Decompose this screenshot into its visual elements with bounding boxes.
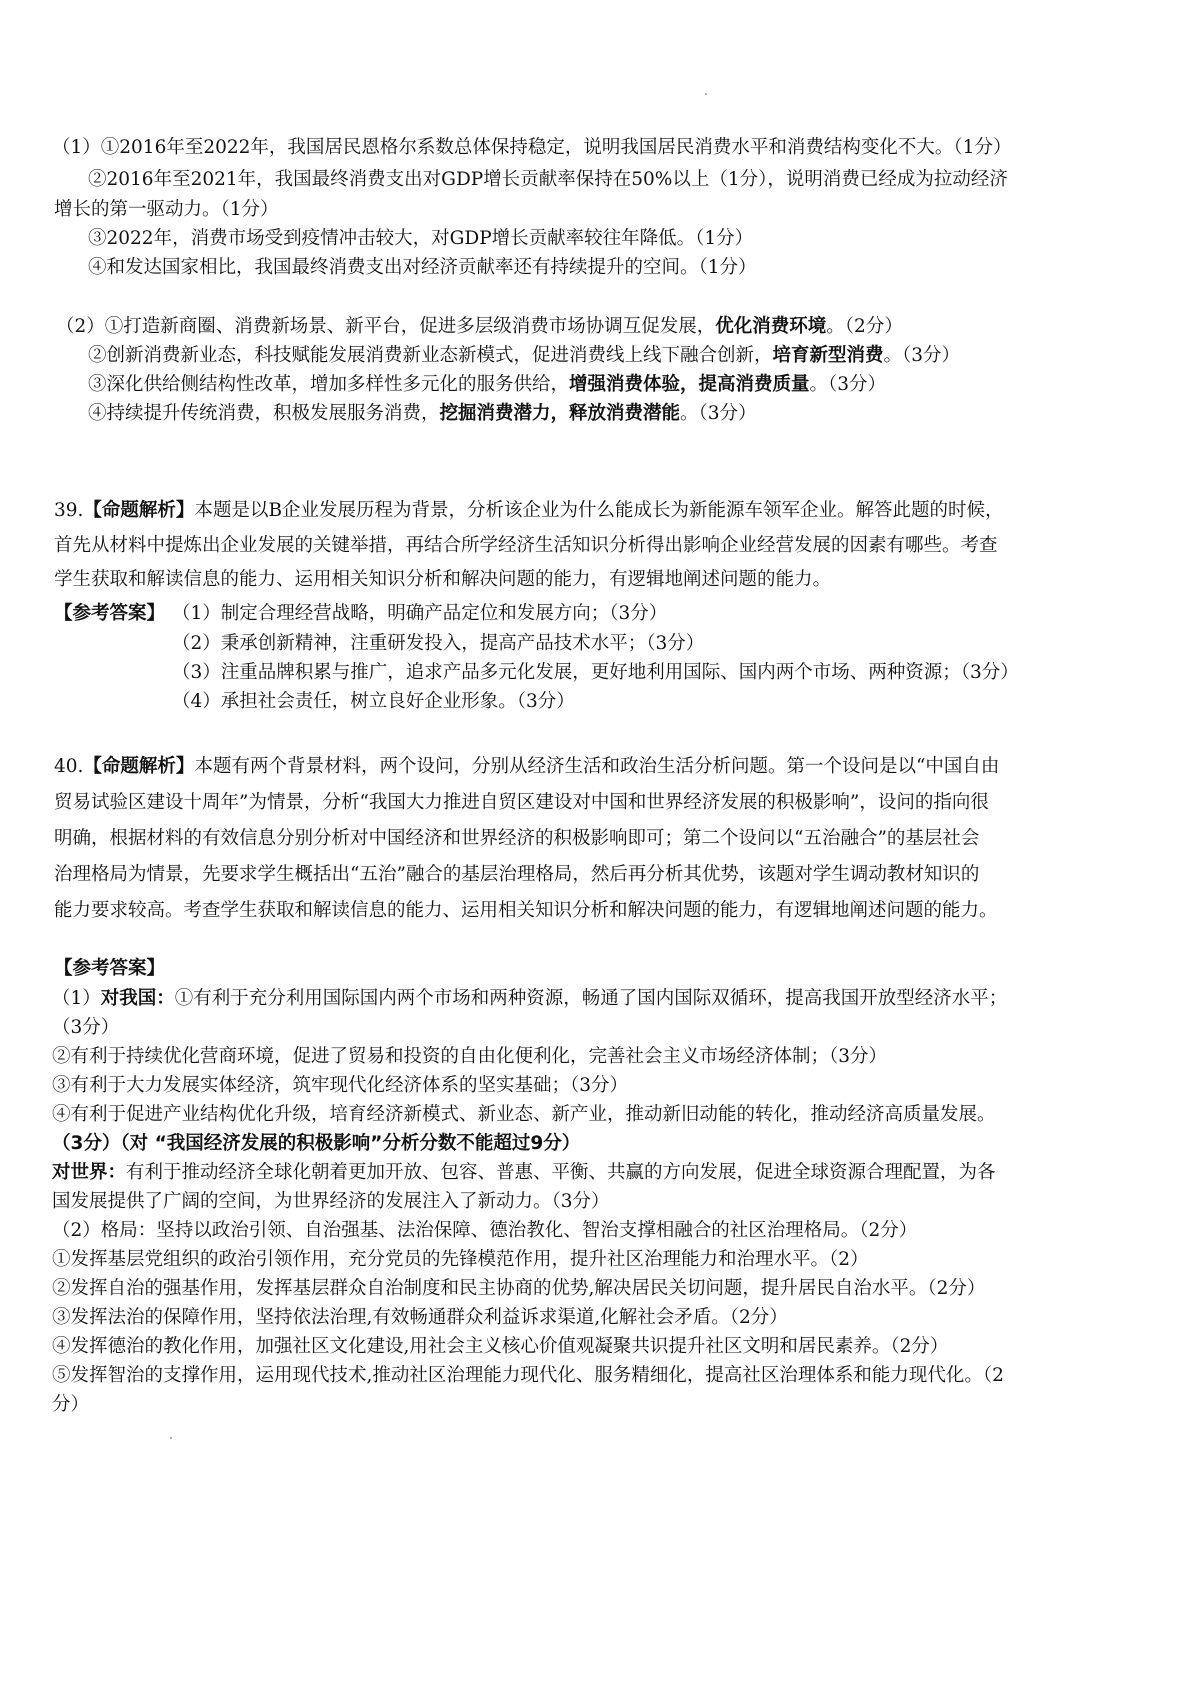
q39-number: 39. (54, 500, 84, 521)
q40-p3: ③有利于大力发展实体经济，筑牢现代化经济体系的坚实基础；（3分） (52, 1075, 629, 1096)
scan-speck-2 (170, 1437, 172, 1439)
part2-item1-score: 。（2分） (826, 316, 903, 337)
part1-item1: （1）①2016年至2022年，我国居民恩格尔系数总体保持稳定，说明我国居民消费水平和消费结构变化不大。（1分） (52, 137, 1012, 158)
part2-item1 (56, 318, 903, 337)
q40-p1-score: （3分） (52, 1017, 120, 1038)
q40-analysis-line3: 明确，根据材料的有效信息分别分析对中国经济和世界经济的积极影响即可；第二个设问以“五治融合”的基层社会 (54, 828, 980, 849)
part2-item4-text: ④持续提升传统消费，积极发展服务消费， (88, 403, 440, 424)
q39-answer-3: （3）注重品牌积累与推广，追求产品多元化发展，更好地利用国际、国内两个市场、两种资源；（3分） (172, 662, 1019, 683)
q39-analysis-text1: 本题是以B企业发展历程为背景，分析该企业为什么能成长为新能源车领军企业。解答此题的时候， (194, 500, 1004, 521)
q40-q2-item-1: ①发挥基层党组织的政治引领作用，充分党员的先锋模范作用，提升社区治理能力和治理水平。（2） (52, 1249, 869, 1270)
q39-answer-4: （4）承担社会责任，树立良好企业形象。（3分） (172, 691, 575, 712)
q39-analysis-label: 【命题解析】 (83, 500, 195, 521)
q39-answer-2: （2）秉承创新精神，注重研发投入，提高产品技术水平；（3分） (172, 633, 705, 654)
q40-analysis-line5: 能力要求较高。考查学生获取和解读信息的能力、运用相关知识分析和解决问题的能力，有逻辑地阐述问题的能力。 (54, 900, 998, 921)
q40-p4: ④有利于促进产业结构优化升级，培育经济新模式、新业态、新产业，推动新旧动能的转化，推动经济高质量发展。 (52, 1104, 996, 1125)
q39-analysis-line3: 学生获取和解读信息的能力、运用相关知识分析和解决问题的能力，有逻辑地阐述问题的能力。 (54, 569, 832, 590)
q40-number: 40. (54, 756, 84, 777)
q40-p2: ②有利于持续优化营商环境，促进了贸易和投资的自由化便利化，完善社会主义市场经济体制；（3分） (52, 1046, 888, 1067)
part1-item4: ④和发达国家相比，我国最终消费支出对经济贡献率还有持续提升的空间。（1分） (88, 257, 757, 278)
q40-analysis-line4: 治理格局为情景，先要求学生概括出“五治”融合的基层治理格局，然后再分析其优势，该题对学生调动教材知识的 (54, 864, 980, 885)
part1-item2-line1: ②2016年至2021年，我国最终消费支出对GDP增长贡献率保持在50%以上（1分），说明消费已经成为拉动经济 (88, 169, 1008, 190)
part2-item2-text: ②创新消费新业态，科技赋能发展消费新业态新模式，促进消费线上线下融合创新， (88, 345, 773, 366)
part2-item2-keyphrase: 培育新型消费 (772, 345, 884, 366)
scan-speck (705, 93, 707, 95)
q39-analysis-line1 (54, 502, 1004, 521)
q39-analysis-line2: 首先从材料中提炼出企业发展的关键举措，再结合所学经济生活知识分析得出影响企业经营发展的因素有哪些。考查 (54, 535, 998, 556)
q40-world-line1 (52, 1164, 996, 1183)
part2-item2-score: 。（3分） (883, 345, 961, 366)
q40-analysis-line1 (54, 758, 999, 777)
part2-item3-text: ③深化供给侧结构性改革，增加多样性多元化的服务供给， (88, 374, 570, 395)
q40-p1-prefix: （1） (52, 988, 101, 1009)
part2-item4-keyphrase: 挖掘消费潜力，释放消费潜能 (439, 403, 681, 424)
q40-world-heading: 对世界： (52, 1162, 127, 1183)
q40-q2-item-4: ④发挥德治的教化作用，加强社区文化建设,用社会主义核心价值观凝聚共识提升社区文明和居民素养。（2分） (52, 1336, 949, 1357)
q40-p1-text: ①有利于充分利用国际国内两个市场和两种资源，畅通了国内国际双循环，提高我国开放型经济水平； (174, 988, 1008, 1009)
q40-answer-label: 【参考答案】 (54, 958, 166, 979)
part1-item2-line2: 增长的第一驱动力。（1分） (54, 199, 279, 220)
q40-q2-item-3: ③发挥法治的保障作用，坚持依法治理,有效畅通群众利益诉求渠道,化解社会矛盾。（2分） (52, 1307, 788, 1328)
q40-world-text1: 有利于推动经济全球化朝着更加开放、包容、普惠、平衡、共赢的方向发展，促进全球资源合理配置，为各 (126, 1162, 996, 1183)
q40-q2-tail: 分） (52, 1394, 90, 1415)
q39-answer-1: （1）制定合理经营战略，明确产品定位和发展方向；（3分） (172, 603, 668, 624)
part2-item2 (88, 347, 960, 366)
q40-q2-line: （2）格局：坚持以政治引领、自治强基、法治保障、德治教化、智治支撑相融合的社区治理格局。（2分） (52, 1220, 918, 1241)
part2-item3 (88, 376, 886, 395)
q40-q2-item-5: ⑤发挥智治的支撑作用，运用现代技术,推动社区治理能力现代化、服务精细化，提高社区治理体系和能力现代化。（2 (52, 1365, 1004, 1386)
q40-p1 (52, 990, 1007, 1009)
part2-item3-keyphrase: 增强消费体验，提高消费质量 (569, 374, 810, 395)
part2-item1-keyphrase: 优化消费环境 (715, 316, 827, 337)
q40-p1-heading: 对我国： (100, 988, 175, 1009)
part2-item4 (88, 405, 757, 424)
q40-p4-score-note: （3分）（对 “我国经济发展的积极影响”分析分数不能超过9分） (52, 1133, 581, 1154)
q39-answer-label: 【参考答案】 (54, 603, 166, 624)
q40-analysis-text1: 本题有两个背景材料，两个设问，分别从经济生活和政治生活分析问题。第一个设问是以“中国自由 (194, 756, 1000, 777)
part2-item4-score: 。（3分） (680, 403, 757, 424)
part2-item1-text: （2）①打造新商圈、消费新场景、新平台，促进多层级消费市场协调互促发展， (56, 316, 716, 337)
q40-analysis-label: 【命题解析】 (83, 756, 195, 777)
part1-item3: ③2022年，消费市场受到疫情冲击较大，对GDP增长贡献率较往年降低。（1分） (88, 228, 754, 249)
q40-q2-item-2: ②发挥自治的强基作用，发挥基层群众自治制度和民主协商的优势,解决居民关切问题，提升居民自治水平。（2分） (52, 1278, 986, 1299)
part2-item3-score: 。（3分） (809, 374, 887, 395)
q40-analysis-line2: 贸易试验区建设十周年”为情景，分析“我国大力推进自贸区建设对中国和世界经济发展的积极影响”，设问的指向很 (54, 792, 989, 813)
q40-world-line2: 国发展提供了广阔的空间，为世界经济的发展注入了新动力。（3分） (52, 1191, 610, 1212)
